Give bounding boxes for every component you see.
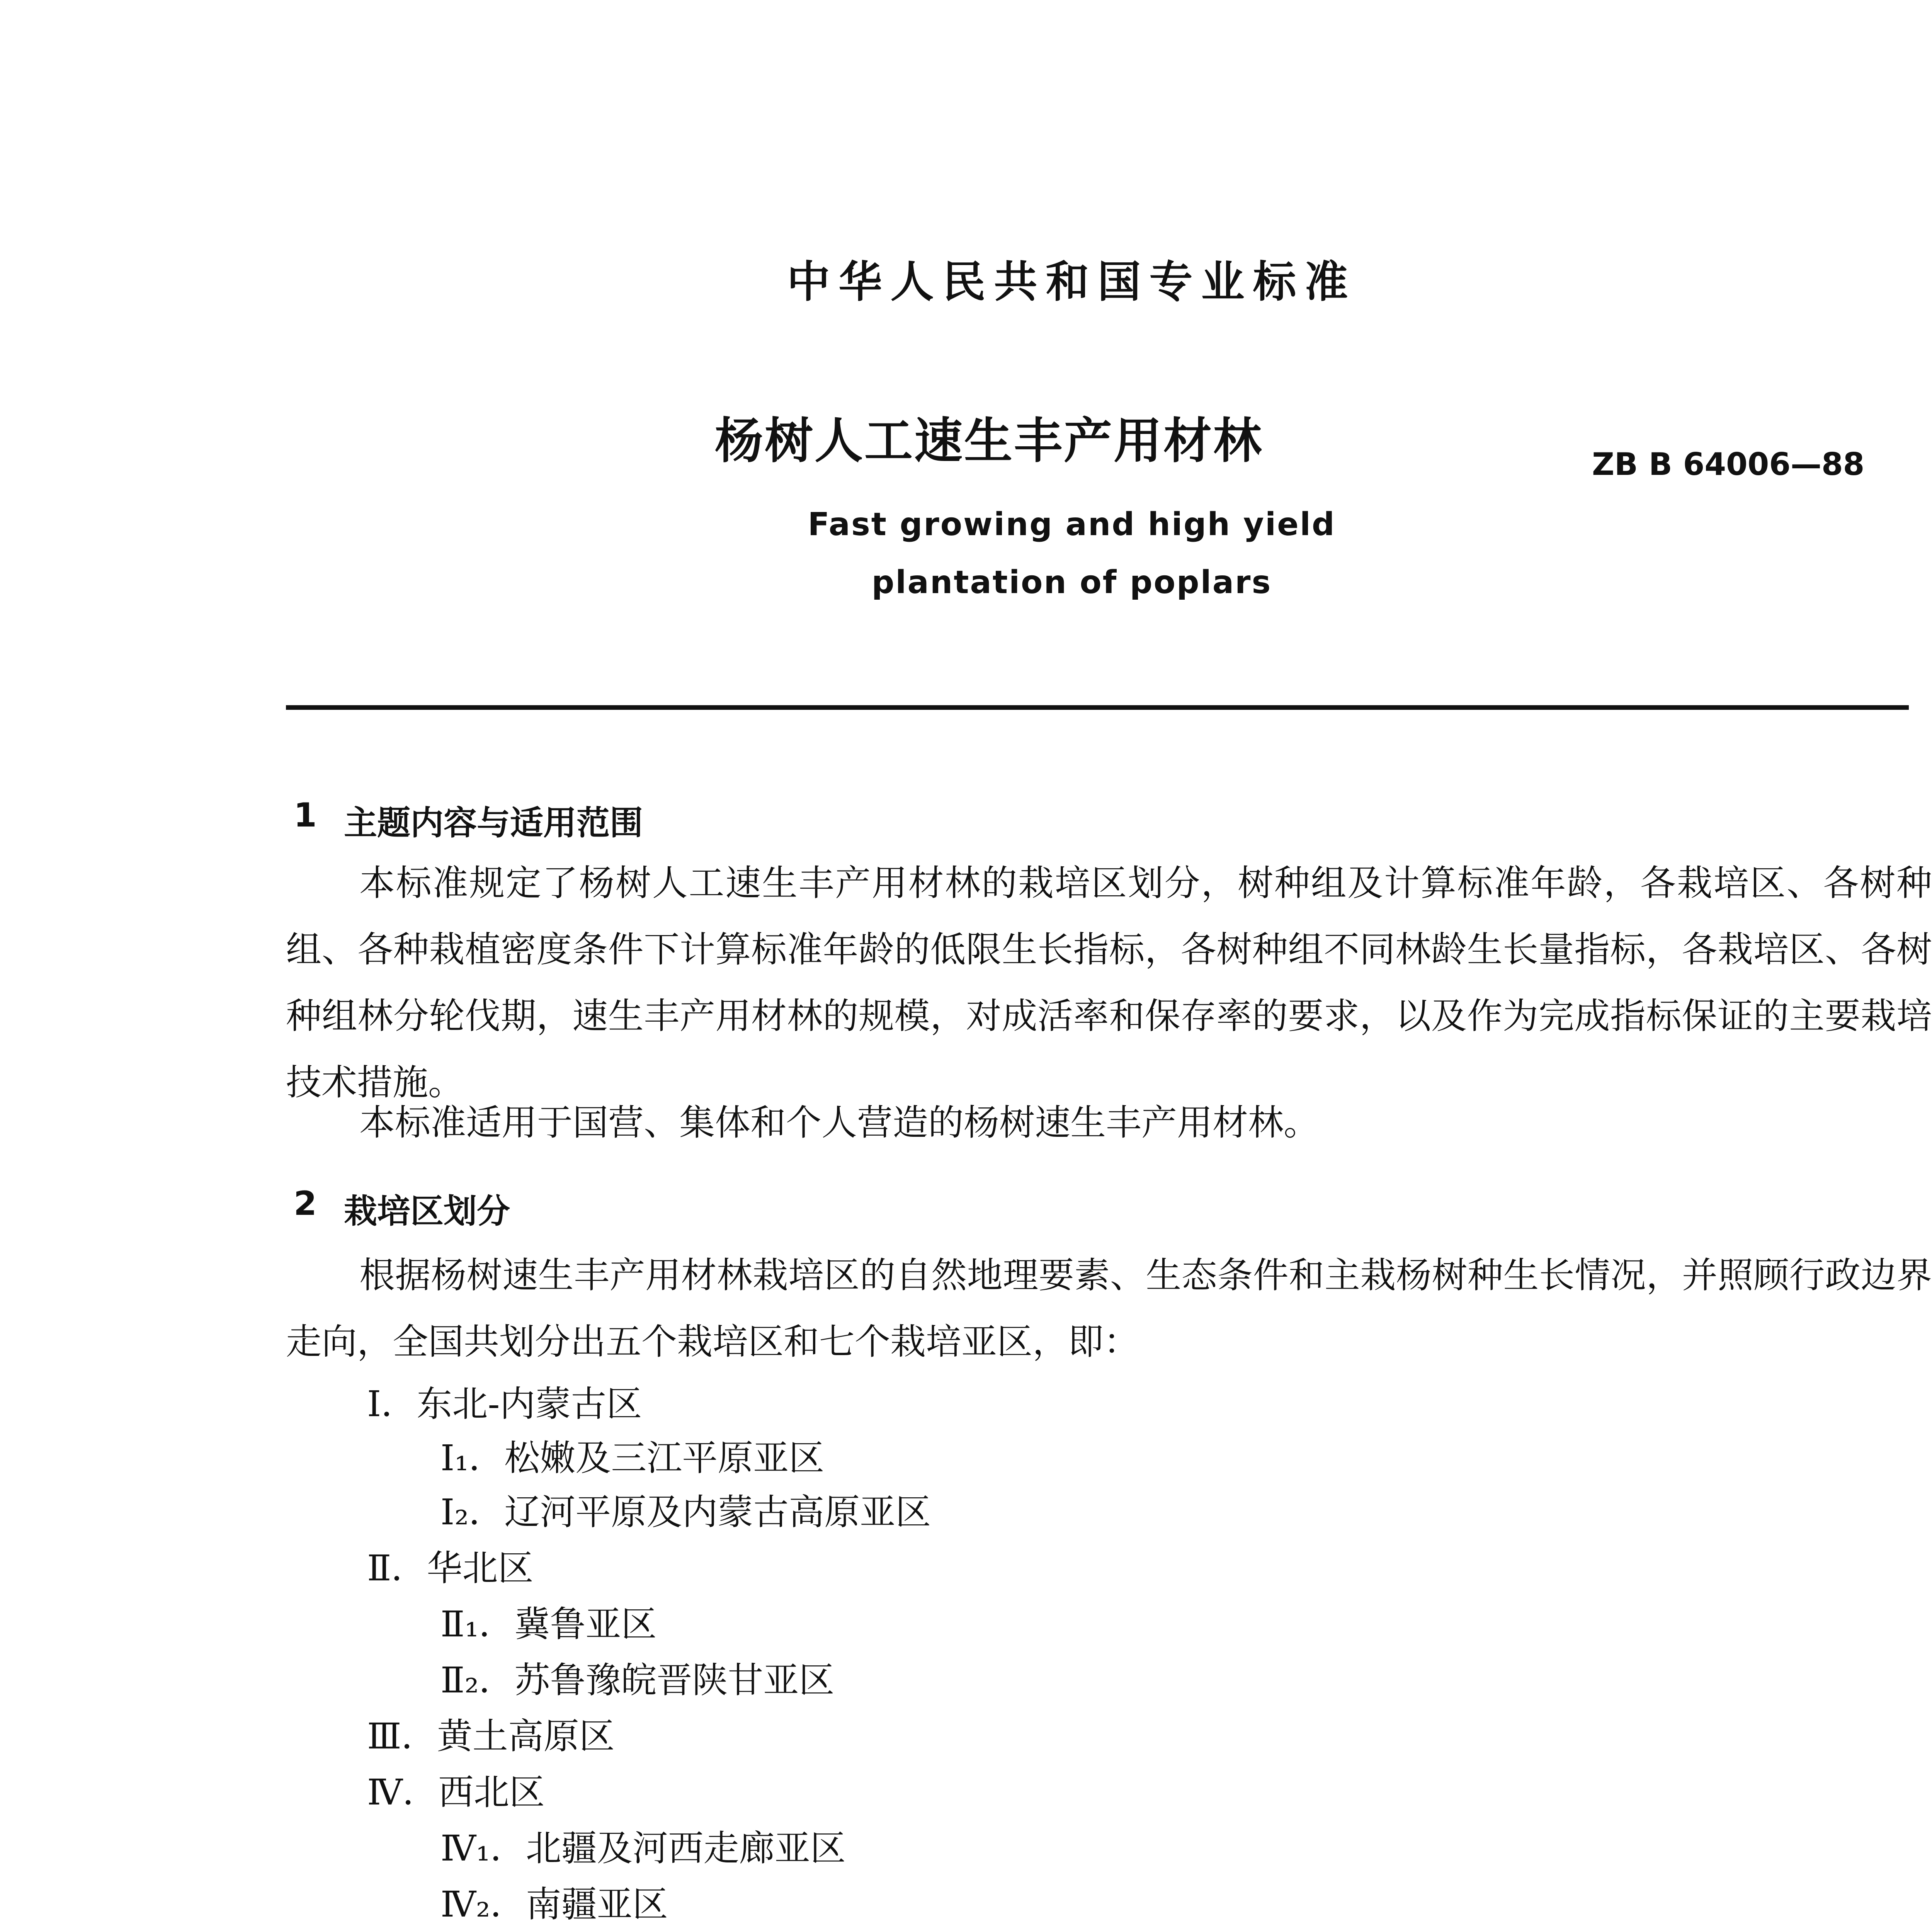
section-1-heading: 主题内容与适用范围 [344,804,643,842]
section-1-number: 1 [294,796,317,835]
standard-code: ZB B 64006—88 [1592,446,1865,482]
english-title-line1: Fast growing and high yield [808,506,1336,543]
region-list-item: Ⅳ₁．北疆及河西走廊亚区 [440,1828,846,1869]
header-rule [286,705,1909,710]
region-list-item: Ⅳ．西北区 [367,1772,545,1813]
org-title: 中华人民共和国专业标准 [787,257,1357,307]
section-1-paragraph-1: 本标准规定了杨树人工速生丰产用材林的栽培区划分，树种组及计算标准年龄，各栽培区、各树种组、各种栽植密度条件下计算标准年龄的低限生长指标，各树种组不同林龄生长量指标，各栽培区、各树种组林分轮伐期，速生丰产用材林的规模，对成活率和保存率的要求，以及作为完成指标保证的主要栽培技术措施。 [286,862,1932,1103]
region-list-item: Ⅲ．黄土高原区 [367,1716,615,1757]
region-list-item: Ⅰ．东北-内蒙古区 [367,1383,642,1425]
region-list-item: Ⅰ₂．辽河平原及内蒙古高原亚区 [440,1492,931,1533]
region-list-item: Ⅱ．华北区 [367,1548,534,1589]
section-1-paragraph-2: 本标准适用于国营、集体和个人营造的杨树速生丰产用材林。 [359,1102,1320,1143]
region-list-item: Ⅱ₂．苏鲁豫皖晋陕甘亚区 [440,1660,835,1701]
region-list-item: Ⅱ₁．冀鲁亚区 [440,1604,657,1645]
document-title: 杨树人工速生丰产用材林 [715,413,1263,469]
section-2-number: 2 [294,1184,317,1223]
section-2-paragraph: 根据杨树速生丰产用材林栽培区的自然地理要素、生态条件和主栽杨树种生长情况，并照顾行政边界走向，全国共划分出五个栽培区和七个栽培亚区，即： [286,1255,1932,1362]
region-list-item: Ⅰ₁．松嫩及三江平原亚区 [440,1437,825,1479]
region-list-item: Ⅳ₂．南疆亚区 [440,1884,668,1925]
english-title-line2: plantation of poplars [871,564,1272,601]
section-2-heading: 栽培区划分 [344,1192,510,1231]
